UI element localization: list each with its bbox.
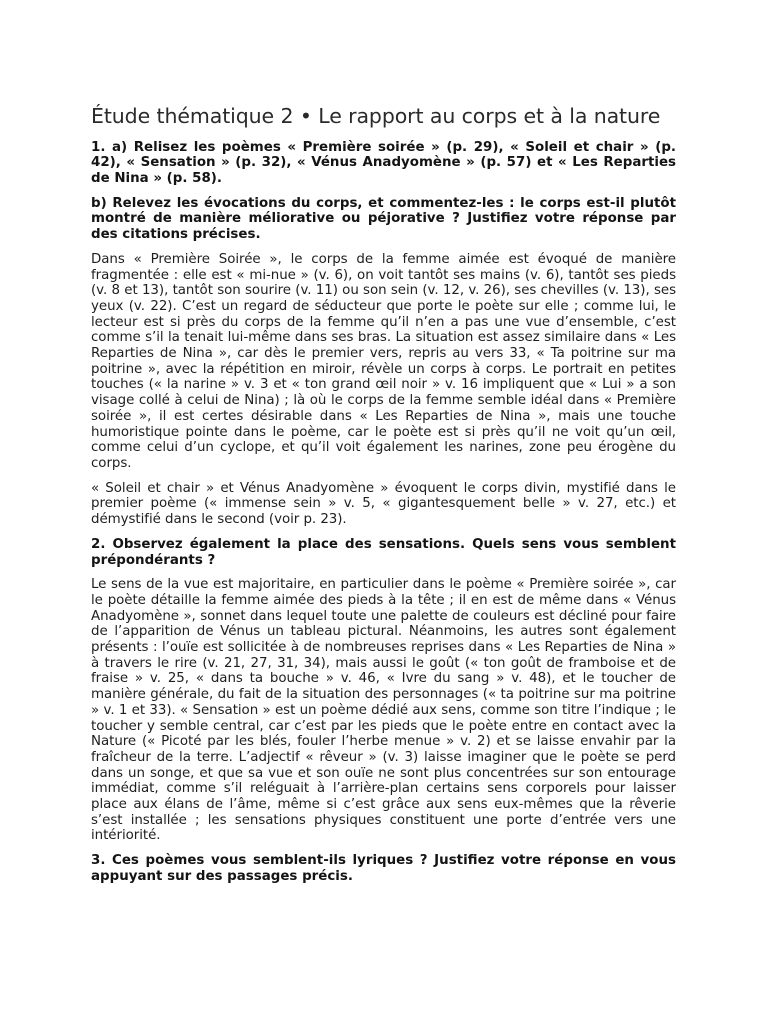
answer-2-paragraph: Le sens de la vue est majoritaire, en particulier dans le poème « Première soirée », car le poète détaille la femme aimée des pieds à la tête ; il en est de même dans « Vénus Anadyomène », sonnet dans lequel toute une palette de couleurs est décliné pour faire de l’apparition de Vénus un tableau pictural. Néanmoins, les autres sont également présents : l’ouïe est sollicitée à de nombreuses reprises dans « Les Reparties de Nina » à travers le rire (v. 21, 27, 31, 34), mais aussi le goût (« ton goût de framboise et de fraise » v. 25, « dans ta bouche » v. 46, « Ivre du sang » v. 48), et le toucher de manière générale, du fait de la situation des personnages (« ta poitrine sur ma poitrine » v. 1 et 33). « Sensation » est un poème dédié aux sens, comme son titre l’indique ; le toucher y semble central, car c’est par les pieds que le poète entre en contact avec la Nature (« Picoté par les blés, fouler l’herbe menue » v. 2) et se laisse envahir par la fraîcheur de la terre. L’adjectif « rêveur » (v. 3) laisse imaginer que le poète se perd dans un songe, et que sa vue et son ouïe ne sont plus concentrées sur son entourage immédiat, comme s’il reléguait à l’arrière-plan certains sens corporels pour laisser place aux élans de l’âme, même si c’est grâce aux sens eux-mêmes que la rêverie s’est installée ; les sensations physiques constituent une porte d’entrée vers une intériorité.	[91, 577, 676, 844]
answer-1b-paragraph-2: « Soleil et chair » et Vénus Anadyomène » évoquent le corps divin, mystifié dans le premier poème (« immense sein » v. 5, « gigantesquement belle » v. 27, etc.) et démystifié dans le second (voir p. 23).	[91, 480, 676, 528]
question-3: 3. Ces poèmes vous semblent-ils lyriques ? Justifiez votre réponse en vous appuyant sur des passages précis.	[91, 853, 676, 884]
question-1b: b) Relevez les évocations du corps, et commentez-les : le corps est-il plutôt montré de manière méliorative ou péjorative ? Justifiez votre réponse par des citations précises.	[91, 195, 676, 243]
page-title: Étude thématique 2 • Le rapport au corps et à la nature	[91, 104, 661, 128]
question-2: 2. Observez également la place des sensations. Quels sens vous semblent prépondérants ?	[91, 536, 676, 568]
document-page	[91, 104, 676, 894]
question-1a: 1. a) Relisez les poèmes « Première soirée » (p. 29), « Soleil et chair » (p. 42), « Sensation » (p. 32), « Vénus Anadyomène » (p. 57) et « Les Reparties de Nina » (p. 58).	[91, 139, 676, 187]
answer-1b-paragraph-1: Dans « Première Soirée », le corps de la femme aimée est évoqué de manière fragmentée : elle est « mi-nue » (v. 6), on voit tantôt ses mains (v. 6), tantôt ses pieds (v. 8 et 13), tantôt son sourire (v. 11) ou son sein (v. 12, v. 26), ses chevilles (v. 13), ses yeux (v. 22). C’est un regard de séducteur que porte le poète sur elle ; comme lui, le lecteur est si près du corps de la femme qu’il n’en a pas une vue d’ensemble, c’est comme s’il la tenait lui-même dans ses bras. La situation est assez similaire dans « Les Reparties de Nina », car dès le premier vers, repris au vers 33, « Ta poitrine sur ma poitrine », avec la répétition en miroir, révèle un corps à corps. Le portrait en petites touches (« la narine » v. 3 et « ton grand œil noir » v. 16 impliquent que « Lui » a son visage collé à celui de Nina) ; là où le corps de la femme semble idéal dans « Première soirée », il est certes désirable dans « Les Reparties de Nina », mais une touche humoristique pointe dans le poème, car le poète est si près qu’il ne voit qu’un œil, comme celui d’un cyclope, et qu’il voit également les narines, zone peu érogène du corps.	[91, 251, 676, 471]
